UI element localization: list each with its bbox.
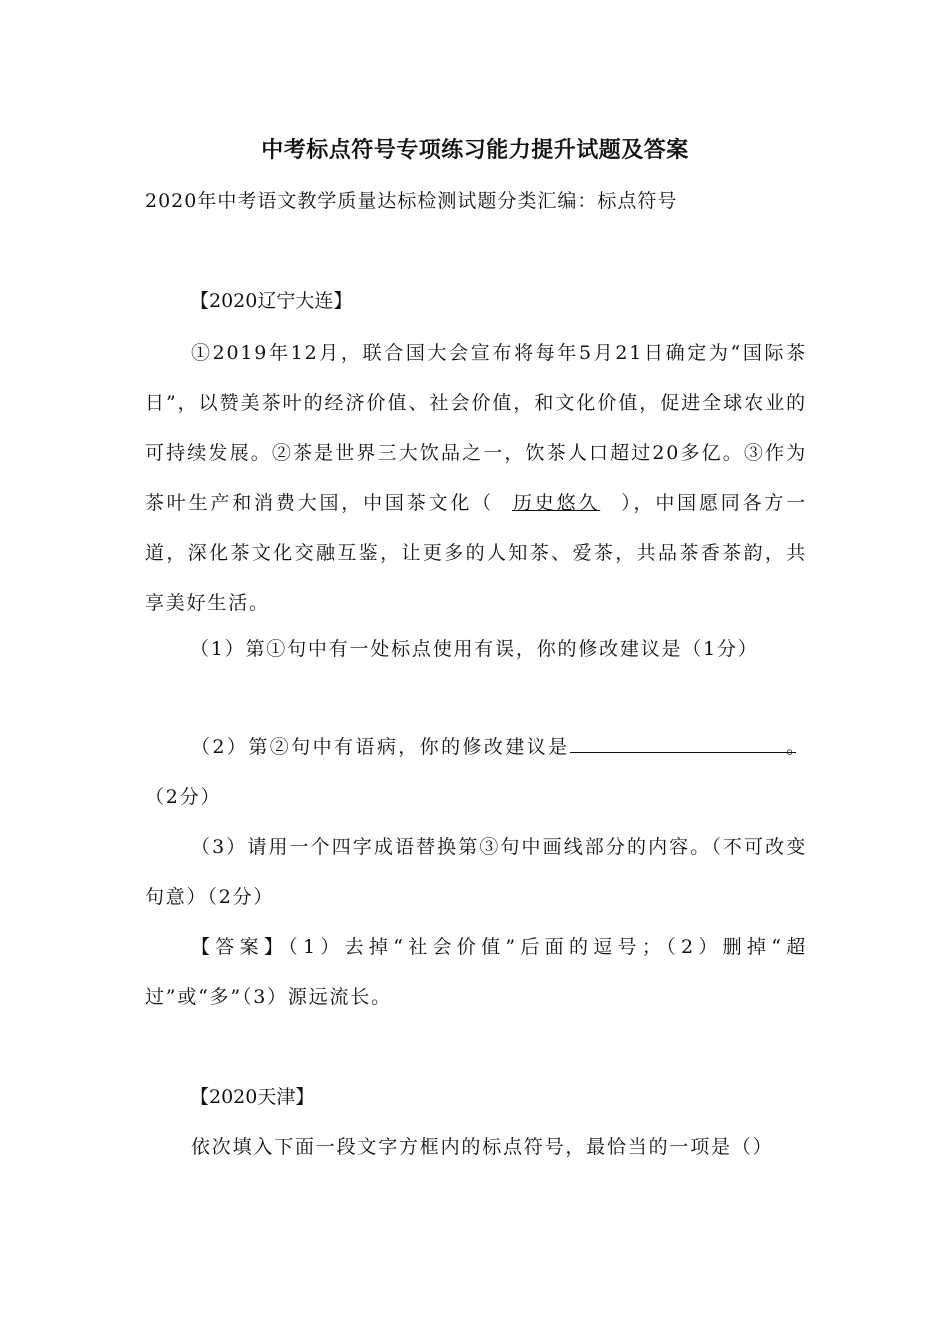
document-subtitle: 2020年中考语文教学质量达标检测试题分类汇编：标点符号	[145, 190, 678, 212]
passage-text-part2: ），中国愿同各方一道，深化茶文化交融互鉴，让更多的人知茶、爱茶，共品茶香茶韵，共享美好生活。	[145, 492, 807, 614]
passage-dalian	[145, 328, 807, 628]
question-2-suffix: 。（2分）	[145, 736, 807, 808]
question-1: （1）第①句中有一处标点使用有误，你的修改建议是（1分）	[190, 638, 759, 660]
question-2-prefix: （2）第②句中有语病，你的修改建议是	[191, 736, 570, 758]
section-label-tianjin: 【2020天津】	[190, 1086, 315, 1108]
question-3: （3）请用一个四字成语替换第③句中画线部分的内容。（不可改变句意）（2分）	[145, 836, 807, 908]
question-tianjin: 依次填入下面一段文字方框内的标点符号，最恰当的一项是（）	[191, 1136, 774, 1158]
section-label-dalian: 【2020辽宁大连】	[190, 290, 353, 312]
document-title: 中考标点符号专项练习能力提升试题及答案	[261, 138, 689, 163]
passage-text-part1: ①2019年12月，联合国大会宣布将每年5月21日确定为“国际茶日”，以赞美茶叶的经济价值、社会价值，和文化价值，促进全球农业的可持续发展。②茶是世界三大饮品之一，饮茶人口超过20多亿。③作为茶叶生产和消费大国，中国茶文化（	[145, 342, 807, 514]
answer-dalian: 【答案】（1）去掉“社会价值”后面的逗号；（2）删掉“超过”或“多”（3）源远流长。	[145, 936, 807, 1008]
question-2	[145, 722, 807, 822]
answer-blank-line-continued[interactable]	[750, 730, 786, 753]
passage-underlined-phrase: 历史悠久	[511, 492, 601, 514]
